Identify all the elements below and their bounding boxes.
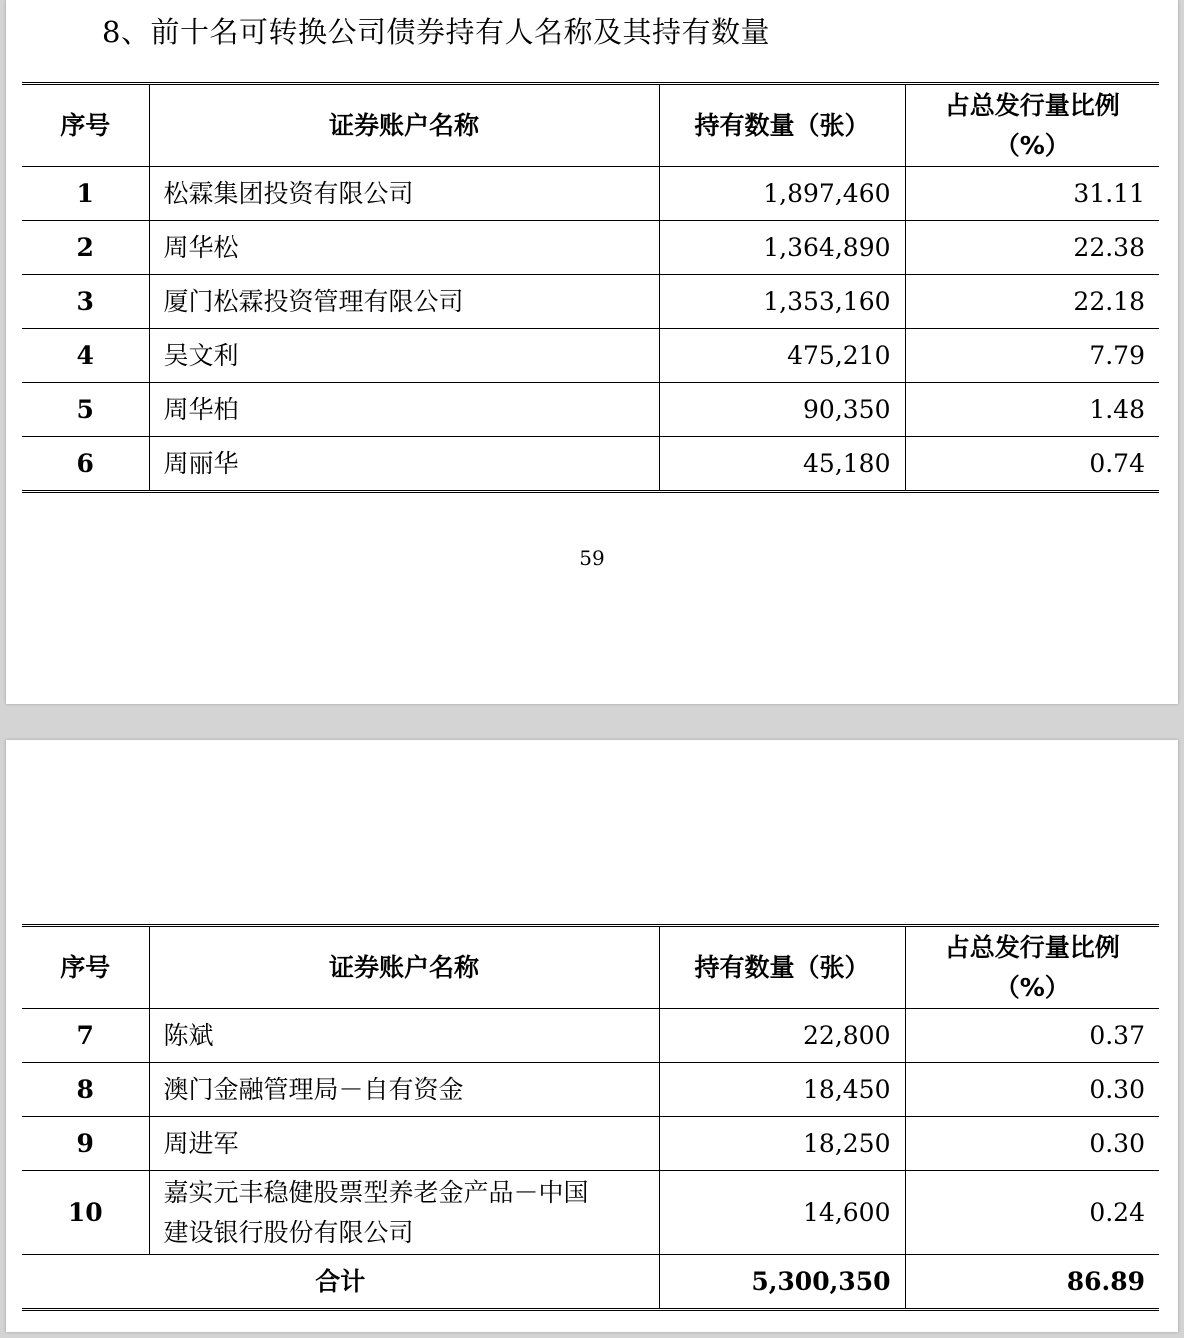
row-name: 吴文利 bbox=[149, 329, 659, 383]
row-quantity: 1,897,460 bbox=[659, 167, 905, 221]
header-percentage: 占总发行量比例 （%） bbox=[905, 926, 1159, 1009]
table-row bbox=[22, 437, 1159, 492]
row-quantity: 90,350 bbox=[659, 383, 905, 437]
row-name: 厦门松霖投资管理有限公司 bbox=[149, 275, 659, 329]
row-no: 8 bbox=[22, 1063, 149, 1117]
total-row bbox=[22, 1255, 1159, 1310]
holders-table-part-1 bbox=[22, 82, 1159, 493]
table-row bbox=[22, 1117, 1159, 1171]
row-name: 陈斌 bbox=[149, 1009, 659, 1063]
table-row bbox=[22, 167, 1159, 221]
section-heading: 8、前十名可转换公司债券持有人名称及其持有数量 bbox=[102, 15, 770, 49]
row-percentage: 1.48 bbox=[905, 383, 1159, 437]
row-no: 5 bbox=[22, 383, 149, 437]
row-quantity: 18,450 bbox=[659, 1063, 905, 1117]
document-page-2 bbox=[6, 740, 1178, 1332]
table-row bbox=[22, 1063, 1159, 1117]
row-name: 周华柏 bbox=[149, 383, 659, 437]
row-name: 周华松 bbox=[149, 221, 659, 275]
table-row bbox=[22, 275, 1159, 329]
row-no: 4 bbox=[22, 329, 149, 383]
row-percentage: 0.30 bbox=[905, 1063, 1159, 1117]
row-name: 周进军 bbox=[149, 1117, 659, 1171]
header-account-name: 证券账户名称 bbox=[149, 84, 659, 167]
row-percentage: 0.74 bbox=[905, 437, 1159, 492]
total-label: 合计 bbox=[22, 1255, 659, 1310]
row-percentage: 0.37 bbox=[905, 1009, 1159, 1063]
row-no: 2 bbox=[22, 221, 149, 275]
row-no: 1 bbox=[22, 167, 149, 221]
table-row bbox=[22, 1171, 1159, 1255]
table-row bbox=[22, 329, 1159, 383]
row-quantity: 18,250 bbox=[659, 1117, 905, 1171]
total-quantity: 5,300,350 bbox=[659, 1255, 905, 1310]
row-percentage: 0.24 bbox=[905, 1171, 1159, 1255]
table-row bbox=[22, 383, 1159, 437]
row-quantity: 14,600 bbox=[659, 1171, 905, 1255]
table-header-row bbox=[22, 84, 1159, 167]
row-name: 松霖集团投资有限公司 bbox=[149, 167, 659, 221]
row-quantity: 22,800 bbox=[659, 1009, 905, 1063]
row-percentage: 22.18 bbox=[905, 275, 1159, 329]
table-row bbox=[22, 1009, 1159, 1063]
row-name: 周丽华 bbox=[149, 437, 659, 492]
row-no: 9 bbox=[22, 1117, 149, 1171]
page-number: 59 bbox=[579, 546, 605, 570]
row-name: 澳门金融管理局－自有资金 bbox=[149, 1063, 659, 1117]
table-row bbox=[22, 221, 1159, 275]
header-no: 序号 bbox=[22, 926, 149, 1009]
document-page-1 bbox=[6, 0, 1178, 704]
header-quantity: 持有数量（张） bbox=[659, 84, 905, 167]
total-percentage: 86.89 bbox=[905, 1255, 1159, 1310]
row-no: 6 bbox=[22, 437, 149, 492]
header-account-name: 证券账户名称 bbox=[149, 926, 659, 1009]
row-quantity: 1,353,160 bbox=[659, 275, 905, 329]
row-quantity: 45,180 bbox=[659, 437, 905, 492]
header-percentage: 占总发行量比例 （%） bbox=[905, 84, 1159, 167]
row-quantity: 1,364,890 bbox=[659, 221, 905, 275]
row-no: 10 bbox=[22, 1171, 149, 1255]
row-no: 3 bbox=[22, 275, 149, 329]
row-quantity: 475,210 bbox=[659, 329, 905, 383]
row-percentage: 7.79 bbox=[905, 329, 1159, 383]
row-name: 嘉实元丰稳健股票型养老金产品－中国 建设银行股份有限公司 bbox=[149, 1171, 659, 1255]
row-no: 7 bbox=[22, 1009, 149, 1063]
holders-table-part-2 bbox=[22, 924, 1159, 1311]
header-no: 序号 bbox=[22, 84, 149, 167]
header-quantity: 持有数量（张） bbox=[659, 926, 905, 1009]
row-percentage: 31.11 bbox=[905, 167, 1159, 221]
row-percentage: 0.30 bbox=[905, 1117, 1159, 1171]
table-header-row bbox=[22, 926, 1159, 1009]
row-percentage: 22.38 bbox=[905, 221, 1159, 275]
